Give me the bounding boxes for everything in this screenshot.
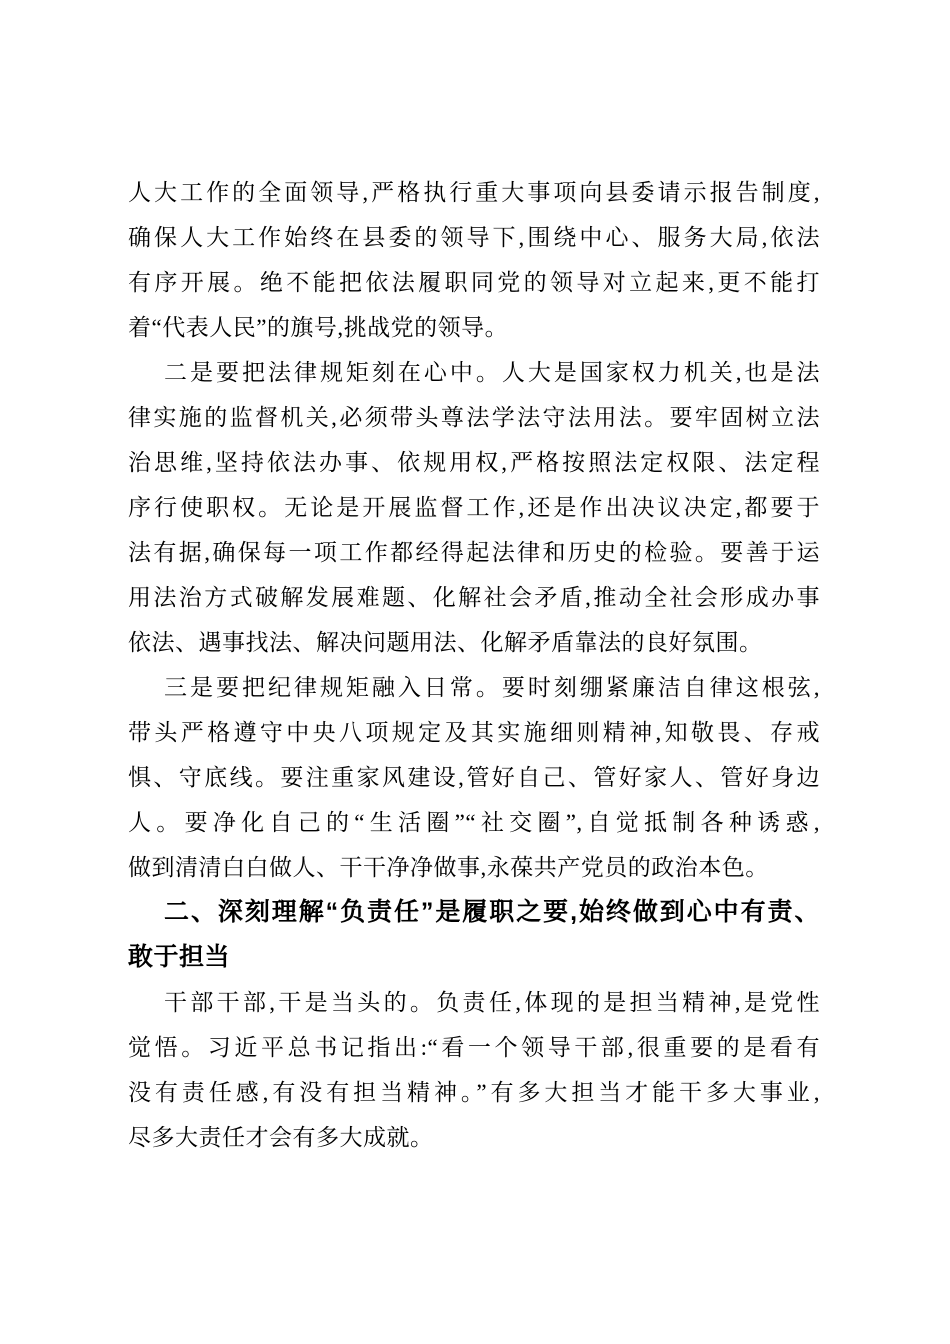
body-text-line: 依法、遇事找法、解决问题用法、化解矛盾靠法的良好氛围。 — [128, 630, 763, 655]
section-heading-line: 二、深刻理解“负责任”是履职之要,始终做到心中有责、 — [164, 898, 820, 926]
body-text-line: 三是要把纪律规矩融入日常。要时刻绷紧廉洁自律这根弦, — [164, 675, 820, 700]
body-text-line: 觉悟。习近平总书记指出:“看一个领导干部,很重要的是看有 — [128, 1035, 820, 1060]
document-content — [128, 170, 820, 1160]
body-text-line: 用法治方式破解发展难题、化解社会矛盾,推动全社会形成办事 — [128, 585, 820, 610]
body-text-line: 序行使职权。无论是开展监督工作,还是作出决议决定,都要于 — [128, 495, 820, 520]
body-text-line: 二是要把法律规矩刻在心中。人大是国家权力机关,也是法 — [164, 360, 820, 385]
body-text-line: 做到清清白白做人、干干净净做事,永葆共产党员的政治本色。 — [128, 855, 769, 880]
body-text-line: 尽多大责任才会有多大成就。 — [128, 1125, 434, 1150]
body-text-line: 没有责任感,有没有担当精神。”有多大担当才能干多大事业, — [128, 1080, 820, 1105]
body-text-line: 带头严格遵守中央八项规定及其实施细则精神,知敬畏、存戒 — [128, 720, 820, 745]
body-text-line: 惧、守底线。要注重家风建设,管好自己、管好家人、管好身边 — [128, 765, 820, 790]
body-text-line: 干部干部,干是当头的。负责任,体现的是担当精神,是党性 — [164, 990, 820, 1015]
body-text-line: 治思维,坚持依法办事、依规用权,严格按照法定权限、法定程 — [128, 450, 820, 475]
body-text-line: 有序开展。绝不能把依法履职同党的领导对立起来,更不能打 — [128, 270, 820, 295]
body-text-line: 确保人大工作始终在县委的领导下,围绕中心、服务大局,依法 — [128, 225, 820, 250]
section-heading-line: 敢于担当 — [128, 943, 231, 971]
body-text-line: 人。要净化自己的“生活圈”“社交圈”,自觉抵制各种诱惑, — [128, 810, 820, 835]
body-text-line: 律实施的监督机关,必须带头尊法学法守法用法。要牢固树立法 — [128, 405, 820, 430]
body-text-line: 人大工作的全面领导,严格执行重大事项向县委请示报告制度, — [128, 180, 820, 205]
body-text-line: 法有据,确保每一项工作都经得起法律和历史的检验。要善于运 — [128, 540, 820, 565]
body-text-line: 着“代表人民”的旗号,挑战党的领导。 — [128, 315, 509, 340]
